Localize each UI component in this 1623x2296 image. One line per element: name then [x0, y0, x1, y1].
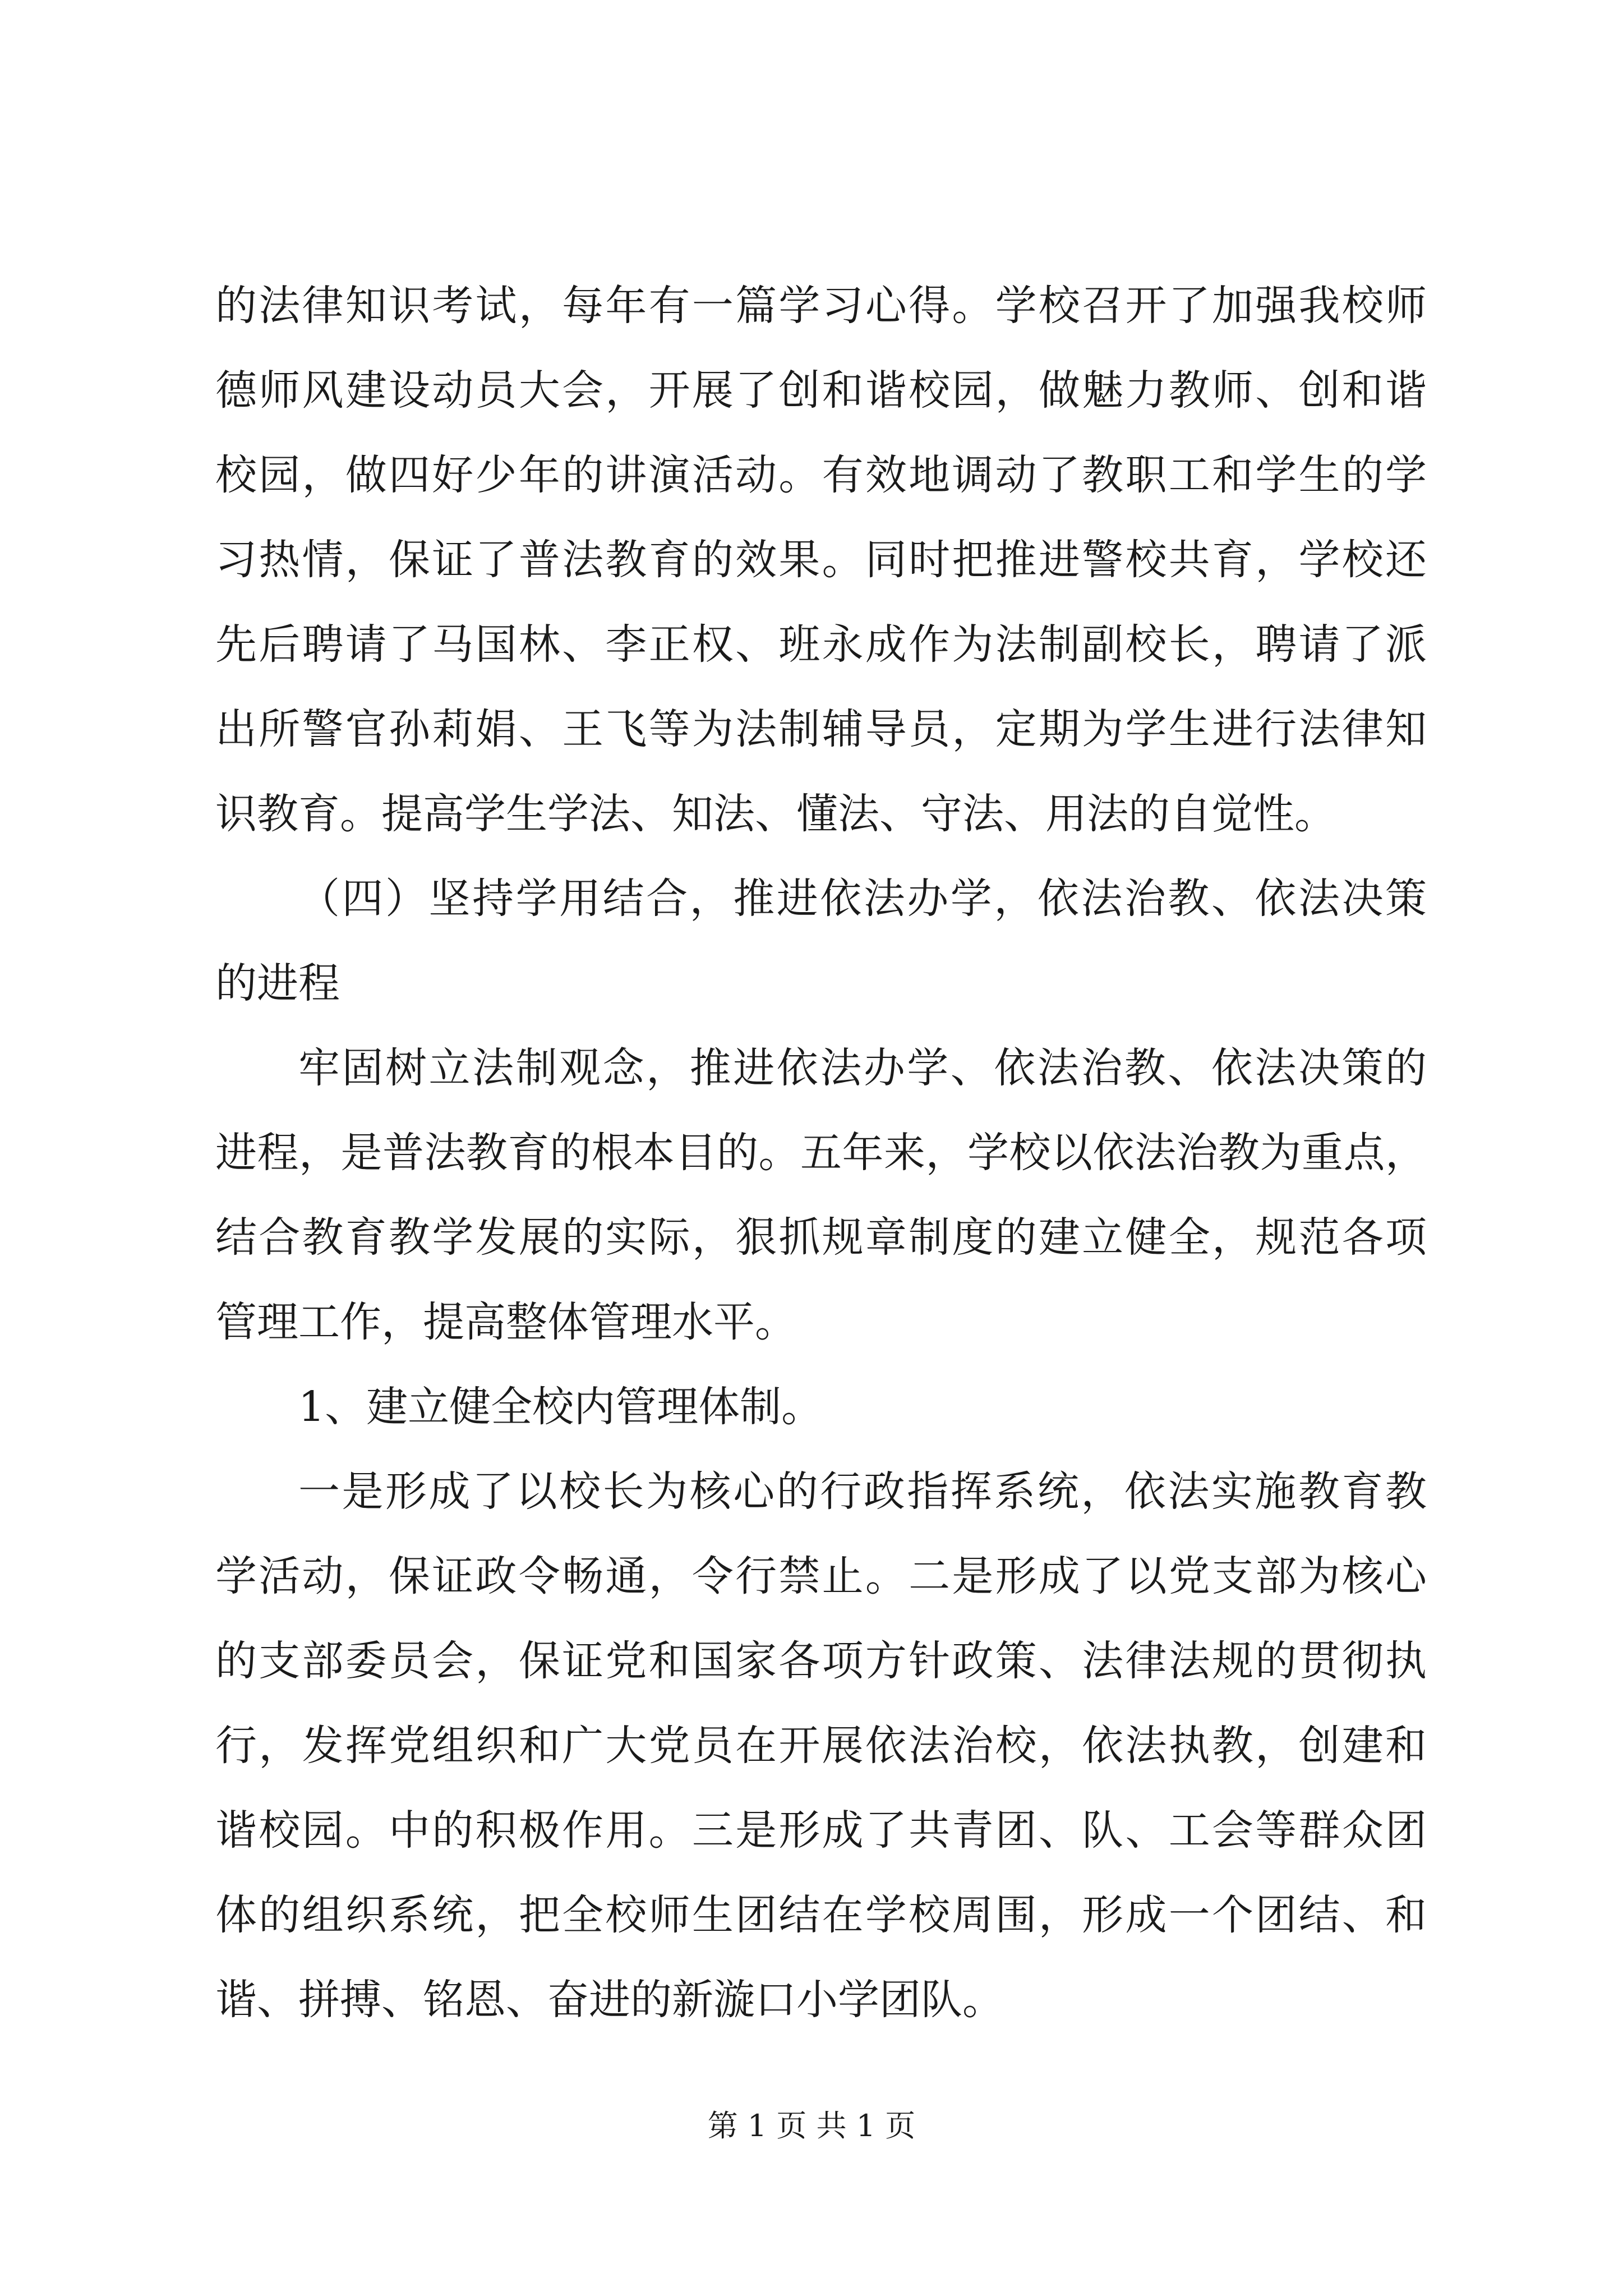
text-line: 行，发挥党组织和广大党员在开展依法治校，依法执教，创建和 — [215, 1722, 1427, 1770]
text-line: 出所警官孙莉娟、王飞等为法制辅导员，定期为学生进行法律知 — [215, 705, 1427, 753]
text-line: 进程，是普法教育的根本目的。五年来，学校以依法治教为重点， — [215, 1129, 1427, 1177]
text-line: 牢固树立法制观念，推进依法办学、依法治教、依法决策的 — [298, 1044, 1427, 1092]
text-line: 一是形成了以校长为核心的行政指挥系统，依法实施教育教 — [298, 1467, 1427, 1516]
text-line: 谐、拼搏、铭恩、奋进的新漩口小学团队。 — [215, 1976, 1004, 2024]
text-line: 体的组织系统，把全校师生团结在学校周围，形成一个团结、和 — [215, 1891, 1427, 1939]
text-line: 识教育。提高学生学法、知法、懂法、守法、用法的自觉性。 — [215, 790, 1336, 838]
text-line: 校园，做四好少年的讲演活动。有效地调动了教职工和学生的学 — [215, 451, 1427, 499]
page-number-footer: 第 1 页 共 1 页 — [707, 2108, 916, 2143]
subheading-line: 1、建立健全校内管理体制。 — [298, 1383, 823, 1431]
text-line: 德师风建设动员大会，开展了创和谐校园，做魅力教师、创和谐 — [215, 366, 1427, 415]
text-line: 学活动，保证政令畅通，令行禁止。二是形成了以党支部为核心 — [215, 1552, 1427, 1600]
body-text — [215, 264, 1427, 2042]
text-line: 谐校园。中的积极作用。三是形成了共青团、队、工会等群众团 — [215, 1806, 1427, 1855]
text-line: 习热情，保证了普法教育的效果。同时把推进警校共育，学校还 — [215, 536, 1427, 584]
text-line: 的法律知识考试，每年有一篇学习心得。学校召开了加强我校师 — [215, 282, 1427, 330]
text-line: 先后聘请了马国林、李正权、班永成作为法制副校长，聘请了派 — [215, 620, 1427, 669]
text-line: 的支部委员会，保证党和国家各项方针政策、法律法规的贯彻执 — [215, 1637, 1427, 1685]
text-line: 结合教育教学发展的实际，狠抓规章制度的建立健全，规范各项 — [215, 1213, 1427, 1262]
section-heading-line: 的进程 — [215, 959, 340, 1007]
text-line: 管理工作，提高整体管理水平。 — [215, 1298, 796, 1346]
section-heading-line: （四）坚持学用结合，推进依法办学，依法治教、依法决策 — [298, 875, 1427, 923]
